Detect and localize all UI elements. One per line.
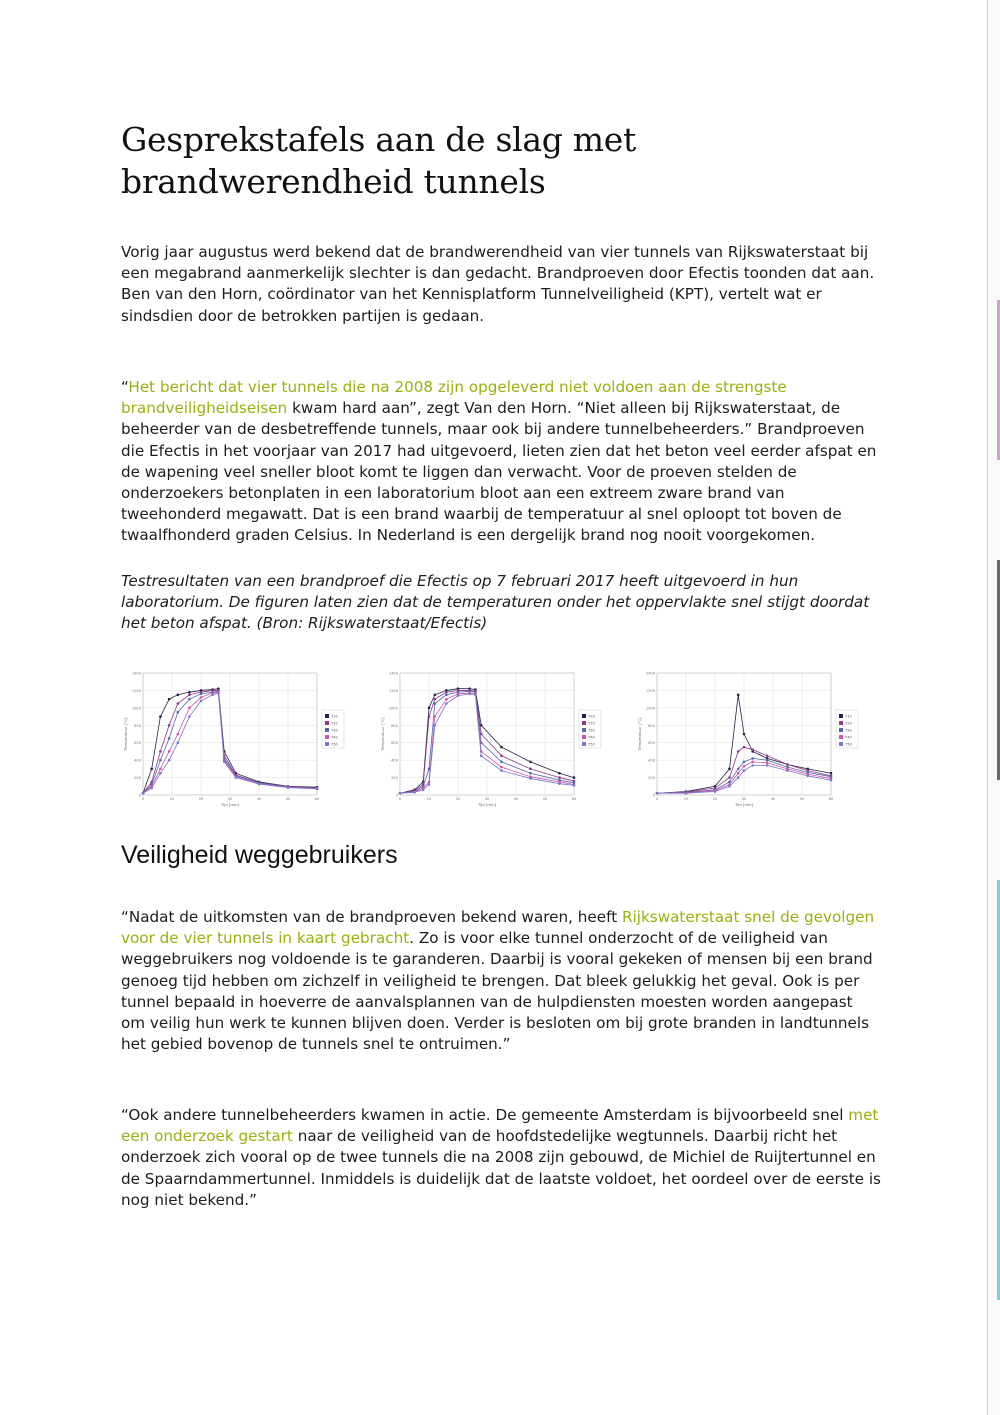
y-tick-label: 1200 [645,688,655,693]
y-tick-label: 600 [648,741,655,746]
data-point [177,702,180,705]
data-point [428,707,431,710]
x-tick-label: 60 [314,797,320,801]
data-point [445,698,448,701]
data-point [168,724,171,727]
y-tick-label: 1200 [131,688,141,693]
y-tick-label: 800 [391,723,398,728]
data-point [159,768,162,771]
data-point [457,694,460,697]
data-point [211,693,214,696]
data-point [766,761,769,764]
data-point [177,733,180,736]
data-point [188,715,191,718]
y-tick-label: 1400 [131,671,141,676]
data-point [434,724,437,727]
y-axis-label: Temperatuur [°C] [123,717,128,751]
x-tick-label: 30 [741,797,747,801]
x-tick-label: 0 [655,797,659,801]
data-point [751,764,754,767]
data-point [751,748,754,751]
data-point [159,772,162,775]
legend-label: T10 [588,714,595,719]
data-point [573,784,576,787]
data-point [188,707,191,710]
y-tick-label: 1200 [388,688,398,693]
data-point [737,693,740,696]
y-tick-label: 1400 [645,671,655,676]
text-run: kwam hard aan”, zegt Van den Horn. “Niet alleen bij Rijkswaterstaat, de beheerder van de desbetreffende tunnels, maar ook bij andere tunnelbeheerders.” Brandproeven die Efectis in het voorjaar van 2017 had uitgevoerd, lieten zien dat het beton veel eerder afspat en de wapening veel sneller bloot komt te liggen dan verwacht. Voor de proeven stelden de onderzoekers betonplaten in een laboratorium bloot aan een extreem zware brand van tweehonderd megawatt. Dat is een brand waarbij de temperatuur al snel oploopt tot boven de twaalfhonderd graden Celsius. In Nederland is een dergelijk brand nog nooit voorgekomen. [121,399,877,545]
text-run: “Nadat de uitkomsten van de brandproeven bekend waren, heeft [121,908,622,926]
x-tick-label: 10 [169,797,175,801]
legend-swatch [582,735,586,739]
data-point [714,790,717,793]
data-point [685,792,688,795]
data-point [188,693,191,696]
article-link-onderzoek-gestart[interactable]: met een onderzoek gestart [121,1106,879,1146]
data-point [737,768,740,771]
data-point [500,754,503,757]
data-point [743,733,746,736]
data-point [468,693,471,696]
text-run: naar de veiligheid van de hoofdstedelijke wegtunnels. Daarbij richt het onderzoek zich vooral op de twee tunnels die na 2008 zijn gebouwd, de Michiel de Ruijtertunnel en de Spaarndammertunnel. Inmiddels is duidelijk dat de laatste voldoet, het oordeel over de eerste is nog niet bekend.” [121,1127,881,1209]
legend-label: T50 [588,742,595,747]
legend-swatch [325,714,329,718]
data-point [413,791,416,794]
data-point [751,761,754,764]
data-point [529,772,532,775]
data-point [500,769,503,772]
data-point [177,693,180,696]
data-point [766,759,769,762]
text-run: “ [121,378,129,396]
legend-swatch [582,721,586,725]
data-point [434,702,437,705]
y-tick-label: 400 [134,758,141,763]
figure-caption: Testresultaten van een brandproef die Efectis op 7 februari 2017 heeft uitgevoerd in hun laboratorium. De figuren laten zien dat de temperaturen onder het oppervlakte snel stijgt doordat het beton afspat. (Bron: Rijkswaterstaat/Efectis) [121,572,870,633]
text-run: “Ook andere tunnelbeheerders kwamen in actie. De gemeente Amsterdam is bijvoorbeeld snel [121,1106,849,1124]
y-tick-label: 600 [391,741,398,746]
y-tick-label: 1000 [645,706,655,711]
x-tick-label: 0 [398,797,402,801]
y-tick-label: 200 [134,776,141,781]
data-point [168,737,171,740]
legend-swatch [325,742,329,746]
x-tick-label: 30 [484,797,490,801]
legend-swatch [582,714,586,718]
data-point [737,750,740,753]
data-point [422,788,425,791]
x-axis-label: Tijd [min] [734,802,754,807]
data-point [474,693,477,696]
data-point [786,763,789,766]
data-point [558,776,561,779]
y-tick-label: 600 [134,741,141,746]
data-point [200,696,203,699]
legend-label: T20 [845,721,852,726]
data-point [258,783,261,786]
x-tick-label: 50 [285,797,291,801]
data-point [399,792,402,795]
data-point [428,715,431,718]
data-point [656,792,659,795]
y-tick-label: 0 [395,793,398,798]
data-point [159,759,162,762]
x-tick-label: 0 [141,797,145,801]
quote-paragraph-1 [121,377,881,547]
intro-paragraph: Vorig jaar augustus werd bekend dat de brandwerendheid van vier tunnels van Rijkswaterstaat bij een megabrand aanmerkelijk slechter is dan gedacht. Brandproeven door Efectis toonden dat aan. Ben van den Horn, coördinator van het Kennisplatform Tunnelveiligheid (KPT), vertelt wat er sindsdien door de betrokken partijen is gedaan. [121,243,875,325]
data-point [168,750,171,753]
legend-label: T40 [331,735,338,740]
legend-label: T10 [331,714,338,719]
article-link-brandveiligheidseisen[interactable]: Het bericht dat vier tunnels die na 2008 zijn opgeleverd niet voldoen aan de strengste brandveiligheidseisen [121,378,787,418]
y-tick-label: 1400 [388,671,398,676]
legend-swatch [839,742,843,746]
y-tick-label: 400 [391,758,398,763]
article-title: Gesprekstafels aan de slag met brandwerendheid tunnels [121,120,636,201]
x-tick-label: 10 [683,797,689,801]
data-point [500,766,503,769]
data-point [558,772,561,775]
y-tick-label: 200 [391,776,398,781]
legend-swatch [325,735,329,739]
y-tick-label: 0 [652,793,655,798]
data-point [428,783,431,786]
data-point [159,715,162,718]
data-point [529,761,532,764]
data-point [445,693,448,696]
x-tick-label: 50 [799,797,805,801]
data-point [500,746,503,749]
text-run: . Zo is voor elke tunnel onderzocht of de veiligheid van weggebruikers nog voldoende is te garanderen. Daarbij is vooral gekeken of mensen bij een brand genoeg tijd hebben om zichzelf in veiligheid te brengen. Dat bleek gelukkig het geval. Ook is per tunnel bepaald in hoeverre de aanvalsplannen van de hulpdiensten moesten worden aangepast om veilig hun werk te kunnen blijven doen. Verder is besloten om bij grote branden in landtunnels het gebied bovenop de tunnels snel te ontruimen.” [121,929,873,1054]
data-point [217,692,220,695]
data-point [500,761,503,764]
data-point [287,786,290,789]
data-point [168,698,171,701]
data-point [150,787,153,790]
data-point [743,761,746,764]
x-tick-label: 30 [227,797,233,801]
x-tick-label: 20 [198,797,204,801]
data-point [188,691,191,694]
legend-swatch [839,728,843,732]
legend-swatch [325,721,329,725]
data-point [743,769,746,772]
x-axis-label: Tijd [min] [477,802,497,807]
data-point [434,693,437,696]
y-tick-label: 200 [648,776,655,781]
data-point [529,768,532,771]
figure-row [121,659,881,809]
legend-swatch [839,735,843,739]
legend-label: T10 [845,714,852,719]
test-result-chart-1 [121,659,361,809]
data-point [177,741,180,744]
y-tick-label: 400 [648,758,655,763]
data-point [480,754,483,757]
y-tick-label: 0 [138,793,141,798]
data-point [150,768,153,771]
legend-label: T40 [588,735,595,740]
x-tick-label: 10 [426,797,432,801]
data-point [142,792,145,795]
data-point [807,775,810,778]
data-point [529,777,532,780]
data-point [434,698,437,701]
data-point [445,702,448,705]
data-point [766,764,769,767]
data-point [235,776,238,779]
article-link-gevolgen-in-kaart[interactable]: Rijkswaterstaat snel de gevolgen voor de vier tunnels in kaart gebracht [121,908,875,948]
legend-swatch [839,714,843,718]
x-axis-label: Tijd [min] [220,802,240,807]
legend-swatch [582,742,586,746]
data-point [316,788,319,791]
data-point [177,711,180,714]
data-point [223,761,226,764]
data-point [728,768,731,771]
data-point [159,750,162,753]
data-point [737,772,740,775]
data-point [751,757,754,760]
data-point [743,765,746,768]
test-result-chart-2 [378,659,618,809]
data-point [728,785,731,788]
test-result-chart-3 [635,659,875,809]
section-heading: Veiligheid weggebruikers [121,841,398,869]
x-tick-label: 40 [256,797,262,801]
x-tick-label: 60 [828,797,834,801]
y-axis-label: Temperatuur [°C] [637,717,642,751]
legend-label: T20 [588,721,595,726]
y-axis-label: Temperatuur [°C] [380,717,385,751]
y-tick-label: 800 [134,723,141,728]
data-point [743,746,746,749]
quote-paragraph-3 [121,1105,881,1211]
legend-swatch [839,721,843,725]
data-point [445,691,448,694]
legend-label: T40 [845,735,852,740]
x-tick-label: 20 [712,797,718,801]
x-tick-label: 40 [513,797,519,801]
legend-swatch [582,728,586,732]
data-point [728,776,731,779]
data-point [830,779,833,782]
data-point [737,776,740,779]
data-point [786,769,789,772]
legend-label: T50 [845,742,852,747]
legend-label: T50 [331,742,338,747]
x-tick-label: 60 [571,797,577,801]
y-tick-label: 1000 [131,706,141,711]
x-tick-label: 40 [770,797,776,801]
data-point [200,700,203,703]
legend-swatch [325,728,329,732]
y-tick-label: 800 [648,723,655,728]
legend-label: T30 [588,728,595,733]
legend-label: T30 [845,728,852,733]
y-tick-label: 1000 [388,706,398,711]
legend-label: T20 [331,721,338,726]
legend-label: T30 [331,728,338,733]
data-point [558,782,561,785]
data-point [830,772,833,775]
data-point [200,693,203,696]
x-tick-label: 50 [542,797,548,801]
data-point [168,759,171,762]
data-point [434,715,437,718]
x-tick-label: 20 [455,797,461,801]
quote-paragraph-2 [121,907,881,1055]
data-point [188,698,191,701]
data-point [766,754,769,757]
page-edge [987,0,1000,1415]
data-point [573,776,576,779]
